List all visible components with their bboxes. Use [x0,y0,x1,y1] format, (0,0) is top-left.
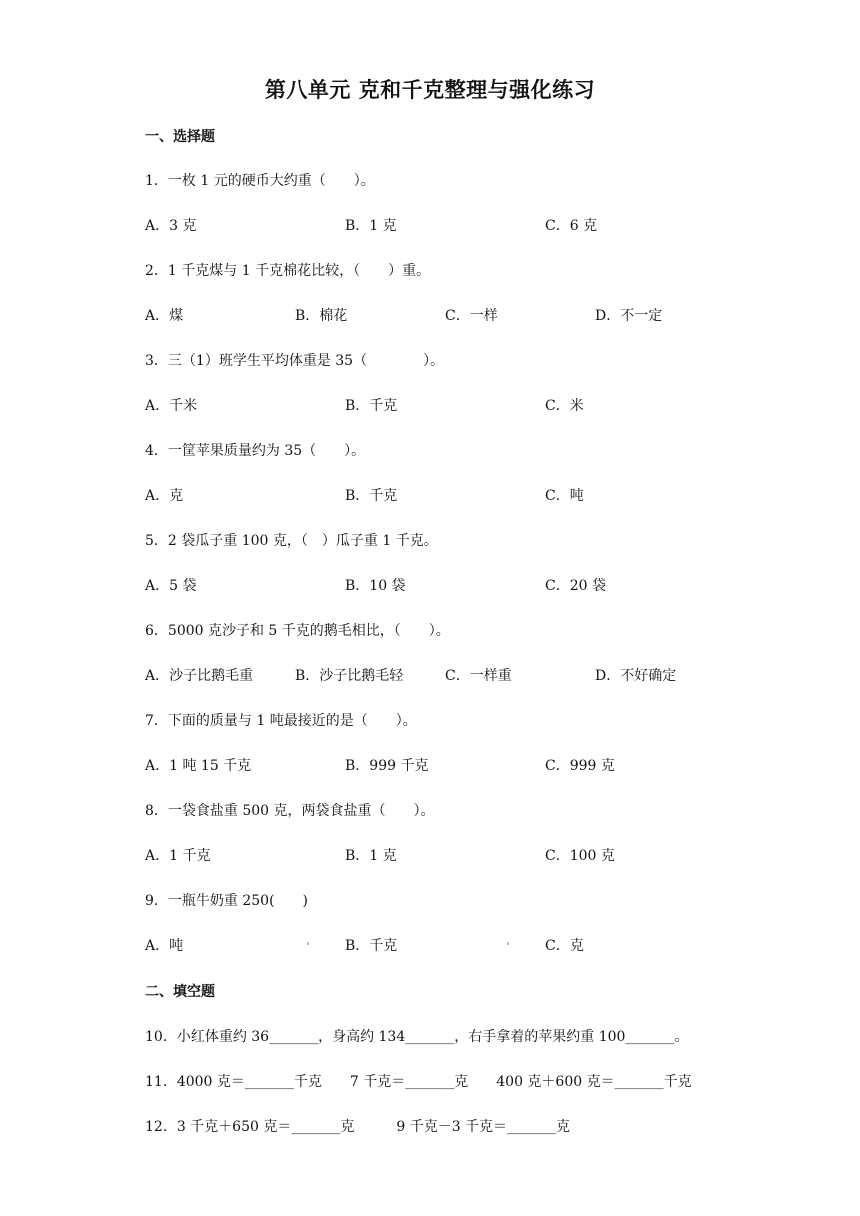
question-2: 2．1 千克煤与 1 千克棉花比较，（ ）重。 [145,263,431,279]
faint-mark [307,942,309,945]
question-12: 12．3 千克＋650 克＝_______克 9 千克－3 千克＝_______克 [145,1119,571,1135]
q5-option-c: C．20 袋 [545,578,606,594]
q5-option-a: A．5 袋 [145,578,197,594]
question-10: 10．小红体重约 36_______，身高约 134_______，右手拿着的苹果约重 100_______。 [145,1029,689,1045]
q2-option-c: C．一样 [445,308,498,324]
q2-option-a: A．煤 [145,308,184,324]
section-heading-fill: 二、填空题 [145,984,215,1000]
question-4: 4．一筐苹果质量约为 35（ ）。 [145,443,366,459]
question-1: 1．一枚 1 元的硬币大约重（ ）。 [145,173,375,189]
section-heading-choice: 一、选择题 [145,129,215,145]
q8-option-a: A．1 千克 [145,848,211,864]
q3-option-a: A．千米 [145,398,198,414]
q3-option-b: B．千克 [345,398,398,414]
question-7: 7．下面的质量与 1 吨最接近的是（ ）。 [145,713,417,729]
q2-option-b: B．棉花 [295,308,348,324]
q5-option-b: B．10 袋 [345,578,406,594]
q7-option-a: A．1 吨 15 千克 [145,758,252,774]
q2-option-d: D．不一定 [595,308,663,324]
q8-option-c: C．100 克 [545,848,615,864]
faint-mark [507,942,509,945]
question-5: 5．2 袋瓜子重 100 克，（ ）瓜子重 1 千克。 [145,533,438,549]
q9-option-b: B．千克 [345,938,398,954]
q1-option-a: A．3 克 [145,218,197,234]
question-6: 6．5000 克沙子和 5 千克的鹅毛相比，（ ）。 [145,623,450,639]
q6-option-a: A．沙子比鹅毛重 [145,668,254,684]
question-11: 11．4000 克＝_______千克 7 千克＝_______克 400 克＋600 克＝_______千克 [145,1074,692,1090]
question-9: 9．一瓶牛奶重 250( ) [145,893,309,909]
q6-option-c: C．一样重 [445,668,512,684]
q3-option-c: C．米 [545,398,584,414]
q4-option-a: A．克 [145,488,184,504]
q1-option-b: B．1 克 [345,218,397,234]
q4-option-b: B．千克 [345,488,398,504]
q6-option-b: B．沙子比鹅毛轻 [295,668,404,684]
q4-option-c: C．吨 [545,488,584,504]
q8-option-b: B．1 克 [345,848,397,864]
page-title: 第八单元 克和千克整理与强化练习 [264,78,596,102]
q7-option-c: C．999 克 [545,758,615,774]
q9-option-a: A．吨 [145,938,184,954]
q1-option-c: C．6 克 [545,218,598,234]
q6-option-d: D．不好确定 [595,668,677,684]
q7-option-b: B．999 千克 [345,758,429,774]
question-3: 3．三（1）班学生平均体重是 35（ ）。 [145,353,445,369]
q9-option-c: C．克 [545,938,584,954]
question-8: 8．一袋食盐重 500 克，两袋食盐重（ ）。 [145,803,435,819]
